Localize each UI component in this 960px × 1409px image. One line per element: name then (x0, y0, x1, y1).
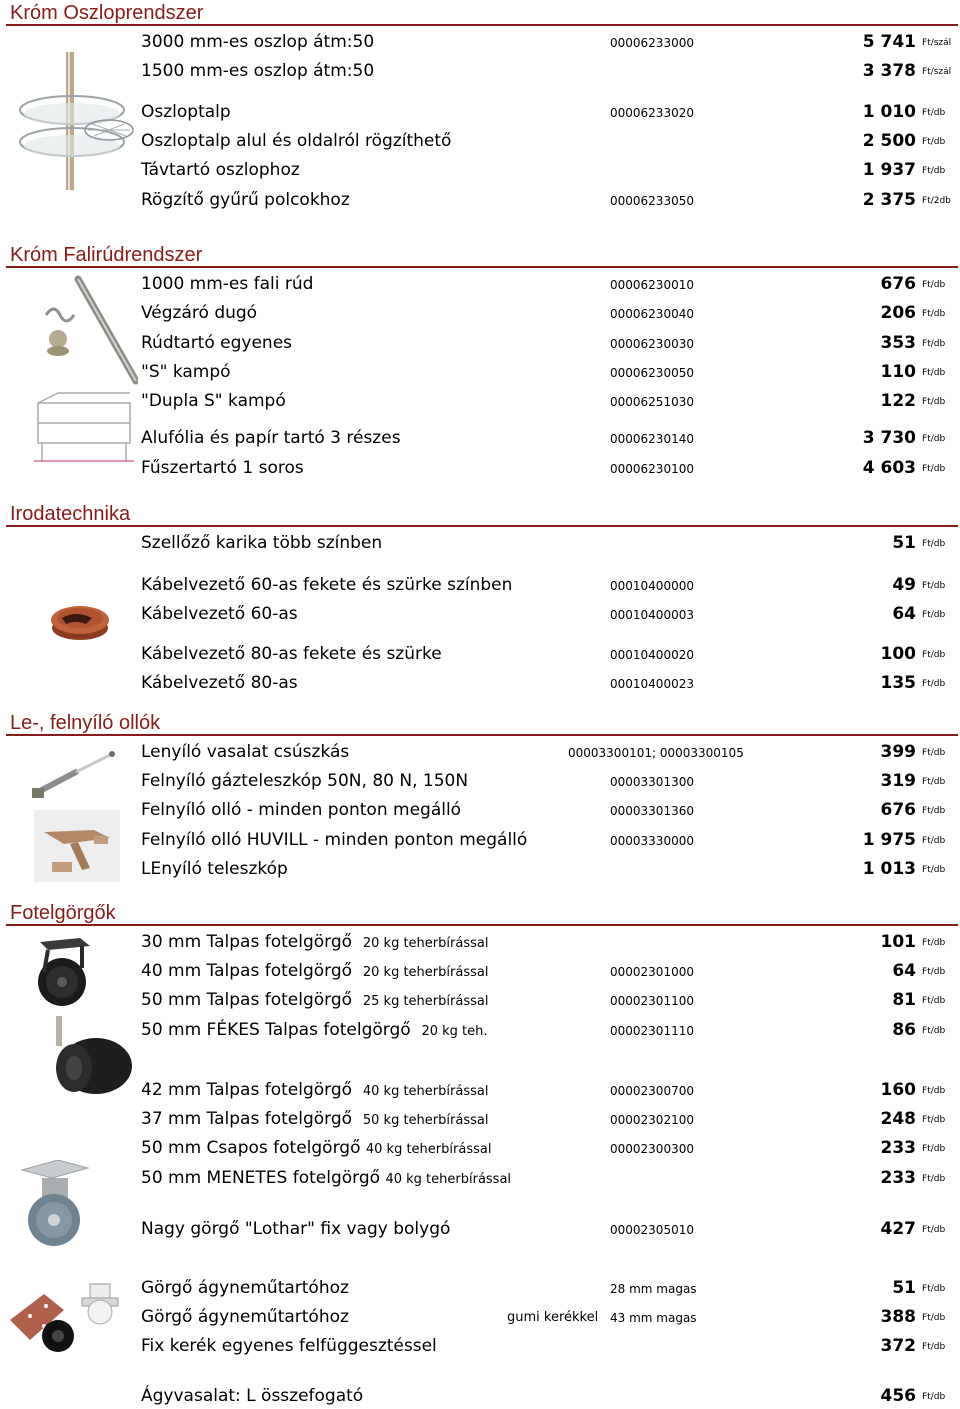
product-unit: Ft/db (922, 464, 946, 474)
product-row (0, 188, 960, 212)
product-unit: Ft/db (922, 610, 946, 620)
section-title-fotelgorgok: Fotelgörgők (10, 902, 116, 924)
lid-stay-image (34, 810, 120, 882)
product-name: 1500 mm-es oszlop átm:50 (141, 61, 375, 81)
product-name: Kábelvezető 60-as fekete és szürke színben (141, 575, 513, 595)
product-code: 00003300101; 00003300105 (568, 746, 744, 760)
section-rule (6, 525, 958, 527)
product-name-text: 50 mm Csapos fotelgörgő (141, 1138, 361, 1158)
product-code: 00006251030 (610, 395, 694, 409)
product-unit: Ft/db (922, 1086, 946, 1096)
product-unit: Ft/db (922, 1342, 946, 1352)
product-code: 00006230050 (610, 366, 694, 380)
section-rule (6, 24, 958, 26)
product-unit: Ft/db (922, 967, 946, 977)
product-name-text: 40 mm Talpas fotelgörgő (141, 961, 353, 981)
product-note: 25 kg teherbírással (362, 994, 489, 1009)
product-name: "S" kampó (141, 362, 231, 382)
product-unit: Ft/db (922, 1026, 946, 1036)
product-price: 4 603 (862, 458, 916, 478)
product-height: 28 mm magas (610, 1282, 697, 1296)
product-row (0, 642, 960, 666)
section-title-irodatechnika: Irodatechnika (10, 503, 131, 525)
product-name (141, 930, 488, 956)
product-note: 20 kg teherbírással (362, 965, 489, 980)
product-price: 122 (880, 391, 916, 411)
product-code: 00002301000 (610, 965, 694, 979)
product-name-text: 30 mm Talpas fotelgörgő (141, 932, 353, 952)
product-note: 40 kg teherbírással (362, 1084, 489, 1099)
product-unit: Ft/szál (922, 67, 952, 77)
product-price: 319 (880, 771, 916, 791)
product-code: 00006230040 (610, 307, 694, 321)
product-unit: Ft/db (922, 434, 946, 444)
product-code: 00010400023 (610, 677, 694, 691)
caster-pin-image (44, 1016, 134, 1098)
product-unit: Ft/db (922, 309, 946, 319)
product-price: 2 375 (862, 190, 916, 210)
product-price: 135 (880, 673, 916, 693)
product-name: Fix kerék egyenes felfüggesztéssel (141, 1336, 437, 1356)
product-unit: Ft/db (922, 397, 946, 407)
product-name: Alufólia és papír tartó 3 részes (141, 428, 401, 448)
product-price: 1 975 (862, 830, 916, 850)
product-unit: Ft/szál (922, 38, 952, 48)
product-row (0, 740, 960, 764)
product-unit: Ft/db (922, 166, 946, 176)
product-price: 81 (892, 990, 916, 1010)
product-unit: Ft/db (922, 996, 946, 1006)
product-unit: Ft/db (922, 938, 946, 948)
product-code: 00006230100 (610, 462, 694, 476)
product-code: 00002301110 (610, 1024, 694, 1038)
caster-grey-image (18, 1160, 90, 1252)
product-code: 00006230140 (610, 432, 694, 446)
product-row (0, 769, 960, 793)
product-price: 49 (892, 575, 916, 595)
product-price: 101 (880, 932, 916, 952)
section-rule (6, 924, 958, 926)
product-unit: Ft/2db (922, 196, 951, 206)
product-code: 00010400020 (610, 648, 694, 662)
product-unit: Ft/db (922, 836, 946, 846)
product-name-text: 50 mm MENETES fotelgörgő (141, 1168, 381, 1188)
product-name: 1000 mm-es fali rúd (141, 274, 314, 294)
product-code: 00003301360 (610, 804, 694, 818)
product-price: 100 (880, 644, 916, 664)
wall-rail-image (28, 275, 138, 475)
product-unit: Ft/db (922, 650, 946, 660)
product-row (0, 959, 960, 983)
product-code: 00002300300 (610, 1142, 694, 1156)
product-unit: Ft/db (922, 137, 946, 147)
product-price: 64 (892, 961, 916, 981)
product-name: Felnyíló olló - minden ponton megálló (141, 800, 462, 820)
product-name: Rögzítő gyűrű polcokhoz (141, 190, 350, 210)
product-price: 2 500 (862, 131, 916, 151)
product-name: Görgő ágyneműtartóhoz (141, 1307, 349, 1327)
product-price: 248 (880, 1109, 916, 1129)
product-row (0, 828, 960, 852)
product-price: 206 (880, 303, 916, 323)
product-name: Nagy görgő "Lothar" fix vagy bolygó (141, 1219, 451, 1239)
product-name: Felnyíló olló HUVILL - minden ponton megálló (141, 830, 528, 850)
product-code: 00003301300 (610, 775, 694, 789)
product-price: 372 (880, 1336, 916, 1356)
product-code: 00002305010 (610, 1223, 694, 1237)
product-row (0, 930, 960, 954)
product-row (0, 129, 960, 153)
product-price: 233 (880, 1138, 916, 1158)
product-unit: Ft/db (922, 539, 946, 549)
product-row (0, 360, 960, 384)
product-code: 00006233050 (610, 194, 694, 208)
product-code: 00006233020 (610, 106, 694, 120)
product-price: 427 (880, 1219, 916, 1239)
product-unit: Ft/db (922, 581, 946, 591)
product-price: 233 (880, 1168, 916, 1188)
product-name: Szellőző karika több színben (141, 533, 383, 553)
product-name: Kábelvezető 80-as (141, 673, 298, 693)
product-price: 1 010 (862, 102, 916, 122)
product-price: 64 (892, 604, 916, 624)
product-note: 40 kg teherbírással (365, 1142, 492, 1157)
product-row (0, 456, 960, 480)
glass-shelf-column-image (14, 52, 136, 190)
product-name-text: 37 mm Talpas fotelgörgő (141, 1109, 353, 1129)
product-price: 3 730 (862, 428, 916, 448)
product-name-text: 50 mm Talpas fotelgörgő (141, 990, 353, 1010)
product-unit: Ft/db (922, 1174, 946, 1184)
product-price: 51 (892, 1278, 916, 1298)
product-name: Kábelvezető 80-as fekete és szürke (141, 644, 442, 664)
product-unit: Ft/db (922, 1313, 946, 1323)
product-unit: Ft/db (922, 1284, 946, 1294)
cable-grommet-image (48, 598, 112, 644)
product-unit: Ft/db (922, 280, 946, 290)
product-row (0, 158, 960, 182)
product-unit: Ft/db (922, 1392, 946, 1402)
product-row (0, 1334, 960, 1358)
product-name: Ágyvasalat: L összefogató (141, 1386, 364, 1406)
product-price: 353 (880, 333, 916, 353)
product-note: 20 kg teherbírással (362, 936, 489, 951)
product-code: 00002302100 (610, 1113, 694, 1127)
product-row (0, 988, 960, 1012)
product-price: 388 (880, 1307, 916, 1327)
product-price: 51 (892, 533, 916, 553)
product-code: 00006230030 (610, 337, 694, 351)
product-name: Kábelvezető 60-as (141, 604, 298, 624)
product-price: 1 013 (862, 859, 916, 879)
section-title-ollok: Le-, felnyíló ollók (10, 712, 161, 734)
product-row (0, 1107, 960, 1131)
product-row (0, 1217, 960, 1241)
product-unit: Ft/db (922, 777, 946, 787)
product-name (141, 1166, 511, 1192)
product-note: 50 kg teherbírással (362, 1113, 489, 1128)
product-row (0, 389, 960, 413)
product-row (0, 331, 960, 355)
product-name (141, 1018, 488, 1044)
product-price: 1 937 (862, 160, 916, 180)
product-row (0, 1078, 960, 1102)
product-name (141, 988, 488, 1014)
product-row (0, 671, 960, 695)
product-unit: Ft/db (922, 1225, 946, 1235)
product-row (0, 602, 960, 626)
product-price: 3 378 (862, 61, 916, 81)
section-title-krom-falirudrendszer: Króm Falirúdrendszer (10, 244, 203, 266)
product-unit: Ft/db (922, 1144, 946, 1154)
product-price: 160 (880, 1080, 916, 1100)
product-row (0, 1305, 960, 1329)
product-name: Görgő ágyneműtartóhoz (141, 1278, 349, 1298)
product-name-text: 42 mm Talpas fotelgörgő (141, 1080, 353, 1100)
product-price: 399 (880, 742, 916, 762)
product-price: 676 (880, 274, 916, 294)
product-name: Rúdtartó egyenes (141, 333, 293, 353)
product-price: 110 (880, 362, 916, 382)
product-price: 5 741 (862, 32, 916, 52)
product-name: Oszloptalp (141, 102, 231, 122)
section-title-krom-oszloprendszer: Króm Oszloprendszer (10, 2, 204, 24)
product-row (0, 272, 960, 296)
product-unit: Ft/db (922, 339, 946, 349)
product-code: 00002300700 (610, 1084, 694, 1098)
product-row (0, 1166, 960, 1190)
product-row (0, 531, 960, 555)
product-name: Oszloptalp alul és oldalról rögzíthető (141, 131, 452, 151)
product-name: 3000 mm-es oszlop átm:50 (141, 32, 375, 52)
product-name (141, 1107, 488, 1133)
product-row (0, 798, 960, 822)
product-extra: gumi kerékkel (507, 1310, 599, 1325)
bed-roller-image (6, 1280, 132, 1358)
product-row (0, 573, 960, 597)
product-row (0, 1136, 960, 1160)
product-note: 40 kg teherbírással (385, 1172, 512, 1187)
product-price: 676 (880, 800, 916, 820)
section-rule (6, 266, 958, 268)
product-unit: Ft/db (922, 865, 946, 875)
product-unit: Ft/db (922, 806, 946, 816)
product-row (0, 1276, 960, 1300)
product-row (0, 301, 960, 325)
gas-spring-image (30, 748, 116, 802)
product-name (141, 1078, 488, 1104)
product-unit: Ft/db (922, 108, 946, 118)
product-unit: Ft/db (922, 748, 946, 758)
product-code: 00006233000 (610, 36, 694, 50)
product-code: 00010400003 (610, 608, 694, 622)
product-price: 456 (880, 1386, 916, 1406)
product-name: Végzáró dugó (141, 303, 258, 323)
product-name: "Dupla S" kampó (141, 391, 286, 411)
product-code: 00010400000 (610, 579, 694, 593)
product-unit: Ft/db (922, 679, 946, 689)
product-name (141, 959, 488, 985)
product-name: Távtartó oszlophoz (141, 160, 300, 180)
product-height: 43 mm magas (610, 1311, 697, 1325)
product-name: Felnyíló gázteleszkóp 50N, 80 N, 150N (141, 771, 469, 791)
product-name: Lenyíló vasalat csúszkás (141, 742, 350, 762)
product-row (0, 30, 960, 54)
caster-black-image (24, 936, 100, 1012)
product-name (141, 1136, 491, 1162)
product-note: 20 kg teh. (421, 1024, 488, 1039)
product-code: 00002301100 (610, 994, 694, 1008)
section-rule (6, 734, 958, 736)
product-code: 00003330000 (610, 834, 694, 848)
product-price: 86 (892, 1020, 916, 1040)
product-row (0, 1384, 960, 1408)
product-name-text: 50 mm FÉKES Talpas fotelgörgő (141, 1020, 411, 1040)
product-row (0, 59, 960, 83)
product-name: Fűszertartó 1 soros (141, 458, 304, 478)
product-row (0, 1018, 960, 1042)
product-code: 00006230010 (610, 278, 694, 292)
product-unit: Ft/db (922, 368, 946, 378)
product-row (0, 100, 960, 124)
product-name: LEnyíló teleszkóp (141, 859, 288, 879)
product-row (0, 857, 960, 881)
product-row (0, 426, 960, 450)
product-unit: Ft/db (922, 1115, 946, 1125)
